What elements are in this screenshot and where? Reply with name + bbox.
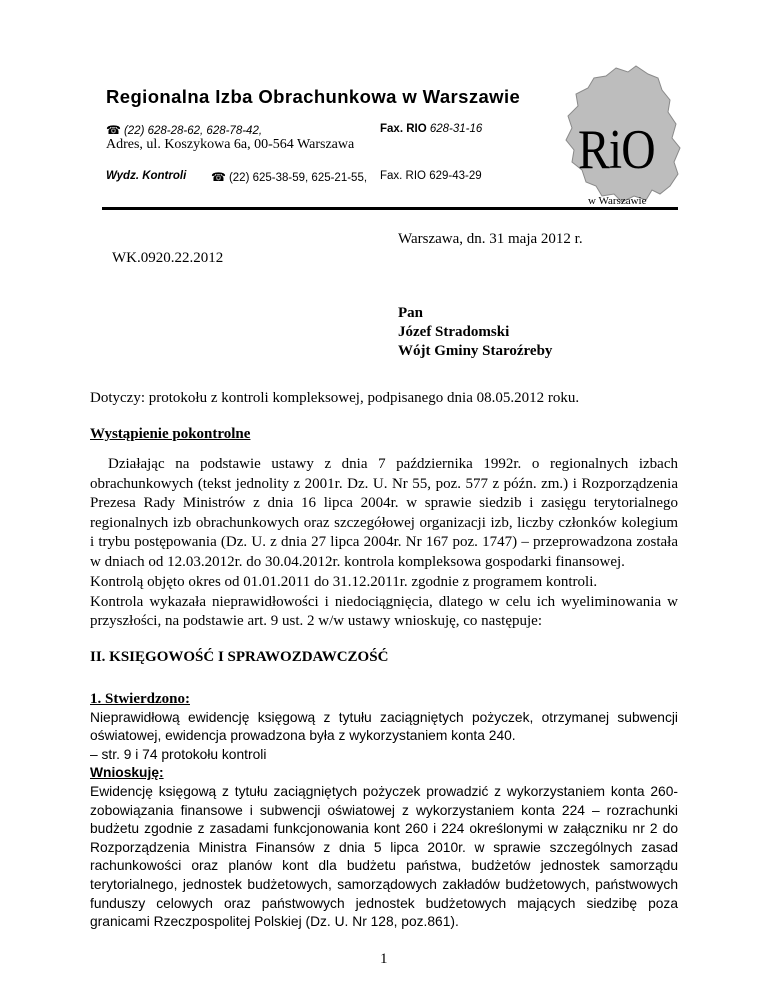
main-phone-line — [106, 123, 262, 137]
main-phone: (22) 628-28-62, 628-78-42, — [123, 125, 263, 137]
scope-block — [90, 573, 678, 632]
recipient-title: Wójt Gminy Staroźreby — [398, 343, 553, 359]
logo-text: RiO — [578, 119, 655, 181]
telephone-icon: ☎ — [211, 170, 226, 184]
main-fax-number: 628-31-16 — [429, 123, 483, 135]
subject-line: Dotyczy: protokołu z kontroli kompleksowej, podpisanego dnia 08.05.2012 roku. — [90, 390, 580, 406]
main-fax — [380, 123, 482, 135]
header-divider — [102, 207, 678, 210]
organization-name: Regionalna Izba Obrachunkowa w Warszawie — [106, 86, 521, 107]
finding-heading: 1. Stwierdzono: — [90, 691, 190, 707]
main-fax-label: Fax. RIO — [380, 123, 427, 135]
rio-logo — [556, 62, 686, 210]
section-heading: Wystąpienie pokontrolne — [90, 426, 251, 442]
finding-block — [90, 690, 678, 932]
dept-label: Wydz. Kontroli — [106, 170, 187, 182]
request-heading: Wnioskuję: — [90, 765, 164, 781]
finding-text: Nieprawidłową ewidencję księgową z tytułu zaciągniętych pożyczek, otrzymanej subwencji oświatowej, ewidencja prowadzona była z wykorzystaniem konta 240. — [90, 709, 678, 744]
address: Adres, ul. Koszykowa 6a, 00-564 Warszawa — [106, 137, 355, 152]
dept-phone: (22) 625-38-59, 625-21-55, — [228, 172, 368, 184]
logo-subtitle: w Warszawie — [588, 195, 647, 207]
place-date: Warszawa, dn. 31 maja 2012 r. — [398, 231, 583, 247]
request-text: Ewidencję księgową z tytułu zaciągniętych pożyczek prowadzić z wykorzystaniem konta 260- zobowiązania finansowe i subwencji oświatowej z wykorzystaniem konta 224 – rozrachunki budżetu zgodnie z zasadami funkcjonowania kont 260 i 224 określonymi w załączniku nr 2 do Rozporządzenia Ministra Finansów z dnia 5 lipca 2010r. w sprawie szczególnych zasad rachunkowości oraz planów kont dla budżetu państwa, budżetów jednostek samorządu terytorialnego, jednostek budżetowych, samorządowych zakładów budżetowych, państwowych funduszy celowych oraz państwowych jednostek budżetowych mających siedzibę poza granicami Rzeczpospolitej Polskiej (Dz. U. Nr 128, poz.861). — [90, 783, 678, 930]
dept-line — [106, 170, 186, 182]
finding-reference: – str. 9 i 74 protokołu kontroli — [90, 746, 267, 762]
dept-phone-line — [211, 170, 367, 184]
intro-paragraph: Działając na podstawie ustawy z dnia 7 października 1992r. o regionalnych izbach obrachunkowych (tekst jednolity z 2001r. Dz. U. Nr 55, poz. 577 z późn. zm.) i Rozporządzenia Prezesa Rady Ministrów z dnia 16 lipca 2004r. w sprawie siedzib i zasięgu terytorialnego regionalnych izb obrachunkowych oraz szczegółowej organizacji izb, liczby członków kolegium i trybu postępowania (Dz. U. z dnia 27 lipca 2004r. Nr 167 poz. 1747) – przeprowadzona została w dniach od 12.03.2012r. do 30.04.2012r. kontrola kompleksowa gospodarki finansowej. — [90, 456, 678, 570]
recipient-name: Józef Stradomski — [398, 324, 510, 340]
reference-number: WK.0920.22.2012 — [112, 250, 224, 266]
scope-line: Kontrolą objęto okres od 01.01.2011 do 31.12.2011r. zgodnie z programem kontroli. — [90, 574, 598, 590]
page-number: 1 — [380, 951, 388, 967]
dept-fax: Fax. RIO 629-43-29 — [380, 170, 482, 182]
recipient-salutation: Pan — [398, 305, 424, 321]
findings-intro: Kontrola wykazała nieprawidłowości i niedociągnięcia, dlatego w celu ich wyeliminowania w przyszłości, na podstawie art. 9 ust. 2 w/w ustawy wnioskuję, co następuje: — [90, 593, 678, 629]
chapter-heading: II. KSIĘGOWOŚĆ I SPRAWOZDAWCZOŚĆ — [90, 649, 389, 665]
telephone-icon: ☎ — [106, 123, 121, 137]
